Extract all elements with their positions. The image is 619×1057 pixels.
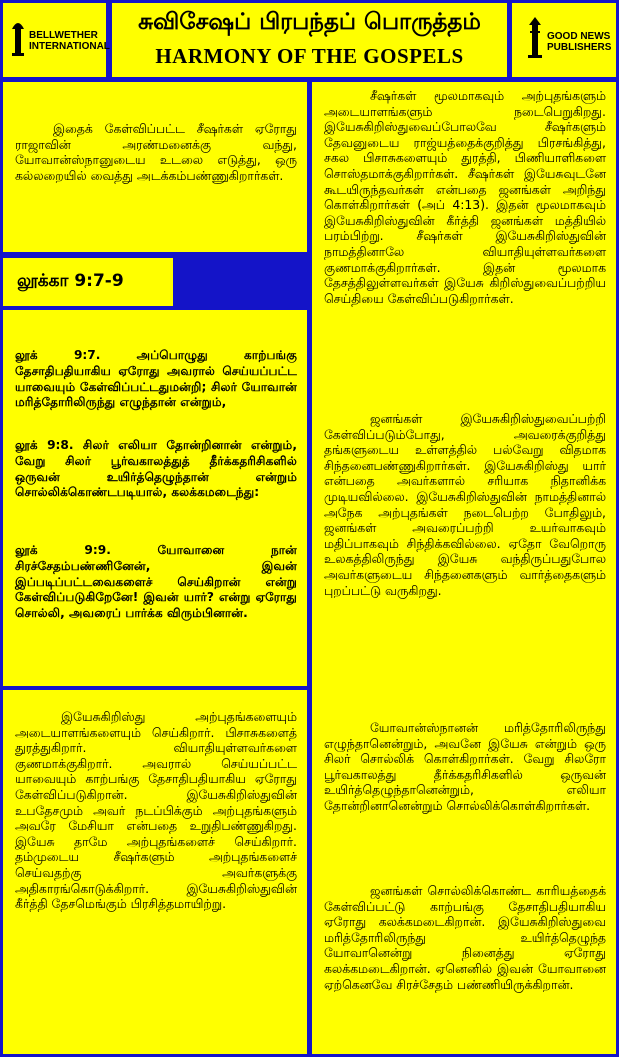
good-news-logo — [526, 17, 611, 59]
right-logo-box — [512, 3, 616, 77]
right-paragraph-2: ஜனங்கள் இயேசுகிறிஸ்துவைப்பற்றி கேள்விப்படும்போது, அவரைக்குறித்து தங்களுடைய உள்ளத்தில் பல்வேறு விதமாக சிந்தனைபண்ணுகிறார்கள். இயேசுகிறிஸ்து யார் என்பதை அவர்களால் சரியாக நிதானிக்க முடியவில்லை. இயேசுகிறிஸ்துவின் நாமத்தினால் அநேக அற்புதங்கள் நடைபெற்ற போதிலும், ஜனங்கள் அவரைப்பற்றி உயர்வாகவும் மதிப்பாகவும் சிந்திக்கவில்லை. ஏதோ வேறொரு உலகத்திலிருந்து இயேசு வந்திருப்பதுபோல அவர்களுடைய சிந்தனைகளும் வார்த்தைகளும் புறப்பட்டு வருகிறது. — [324, 411, 606, 598]
page-title-english: HARMONY OF THE GOSPELS — [155, 44, 464, 68]
verse-9: லூக் 9:9. யோவானை நான் சிரச்சேதம்பண்ணினேன், இவன் இப்படிப்பட்டவைகளைச் செய்கிறான் என்று கேள்விப்படுகிறேனே! இவன் யார்? என்று ஏரோது சொல்லி, அவரைப் பார்க்க விரும்பினான். — [15, 543, 297, 621]
verse-7: லூக் 9:7. அப்பொழுது காற்பங்கு தேசாதிபதியாகிய ஏரோது அவரால் செய்யப்பட்ட யாவையும் கேள்விப்பட்டதுமன்றி; சிலர் யோவான் மரித்தோரிலிருந்து எழுந்தான் என்றும், — [15, 348, 297, 410]
title-box — [112, 3, 507, 77]
right-column-box — [312, 82, 616, 1054]
right-logo-text: GOOD NEWS PUBLISHERS — [547, 31, 612, 53]
scripture-reference: லூக்கா 9:7-9 — [17, 271, 124, 291]
reference-box — [3, 258, 173, 306]
page-title-tamil: சுவிசேஷப் பிரபந்தப் பொருத்தம் — [138, 9, 481, 35]
commentary-box — [3, 690, 307, 1054]
left-logo-text: BELLWETHER INTERNATIONAL — [29, 30, 110, 52]
verse-8: லூக் 9:8. சிலர் எலியா தோன்றினான் என்றும், வேறு சிலர் பூர்வகாலத்துத் தீர்க்கதரிசிகளில் ஒருவன் உயிர்த்தெழுந்தான் என்றும் சொல்லிக்கொண்டபடியால், கலக்கமடைந்து: — [15, 438, 297, 500]
verses-box — [3, 310, 307, 686]
tower-icon — [526, 17, 544, 59]
bellwether-logo — [10, 17, 110, 57]
right-paragraph-1: சீஷர்கள் மூலமாகவும் அற்புதங்களும் அடையாளங்களும் நடைபெறுகிறது. இயேசுகிறிஸ்துவைப்போலவே சீஷர்களும் தேவனுடைய ராஜ்யத்தைக்குறித்து பிரசங்கித்து, சகல பிசாசுகளையும் துரத்தி, பிணியாளிகளை சொஸ்தமாக்குகிறார்கள். சீஷர்கள் இயேசுவுடனே கூடயிருந்தவர்கள் என்பதை ஜனங்கள் அறிந்து கொள்கிறார்கள் (அப் 4:13). இதன் மூலமாகவும் இயேசுகிறிஸ்துவின் கீர்த்தி ஜனங்கள் மத்தியில் பரம்பிற்று. சீஷர்கள் இயேசுகிறிஸ்துவின் நாமத்தினாலே வியாதியுள்ளவர்களை குணமாக்குகிறார்கள். இதன் மூலமாக தேசத்திலுள்ளவர்கள் இயேசு கிறிஸ்துவைப்பற்றிய செய்தியை கேள்விப்படுகிறார்கள். — [324, 88, 606, 306]
right-paragraph-4: ஜனங்கள் சொல்லிக்கொண்ட காரியத்தைக் கேள்விப்பட்டு காற்பங்கு தேசாதிபதியாகிய ஏரோது கலக்கமடைகிறான். இயேசுகிறிஸ்துவை மரித்தோரிலிருந்து உயிர்த்தெழுந்த யோவானென்று நினைத்து ஏரோது கலக்கமடைகிறான். ஏனெனில் இவன் யோவானை ஏற்கெனவே சிரச்சேதம் பண்ணியிருக்கிறான். — [324, 883, 606, 992]
ram-icon — [10, 17, 26, 57]
right-paragraph-3: யோவான்ஸ்நானன் மரித்தோரிலிருந்து எழுந்தானென்றும், அவனே இயேசு என்றும் ஒரு சிலர் சொல்லிக் கொள்கிறார்கள். வேறு சிலரோ பூர்வகாலத்து தீர்க்கதரிசிகளில் ஒருவன் உயிர்த்தெழுந்தானென்றும், எலியா தோன்றினானென்றும் சொல்லிக்கொள்கிறார்கள். — [324, 720, 606, 813]
intro-box — [3, 82, 307, 252]
left-logo-box — [3, 3, 110, 77]
commentary-paragraph: இயேசுகிறிஸ்து அற்புதங்களையும் அடையாளங்களையும் செய்கிறார். பிசாசுகளைத் துரத்துகிறார். வியாதியுள்ளவர்களை குணமாக்குகிறார். அவரால் செய்யப்பட்ட யாவையும் காற்பங்கு தேசாதிபதியாகிய ஏரோது கேள்விப்படுகிறான். இயேசுகிறிஸ்துவின் உபதேசமும் அவர் நடப்பிக்கும் அற்புதங்களும் அவரே மேசியா என்பதை உறுதிபண்ணுகிறது. இயேசு தாமே அற்புதங்களைச் செய்கிறார். தம்முடைய சீஷர்களும் அற்புதங்களைச் செய்வதற்கு அவர்களுக்கு அதிகாரங்கொடுக்கிறார். இயேசுகிறிஸ்துவின் கீர்த்தி தேசமெங்கும் பிரசித்தமாயிற்று. — [15, 709, 297, 912]
intro-paragraph: இதைக் கேள்விப்பட்ட சீஷர்கள் ஏரோது ராஜாவின் அரண்மனைக்கு வந்து, யோவான்ஸ்நானுடைய உடலை எடுத்து, ஒரு கல்லறையில் வைத்து அடக்கம்பண்ணுகிறார்கள். — [15, 121, 297, 183]
